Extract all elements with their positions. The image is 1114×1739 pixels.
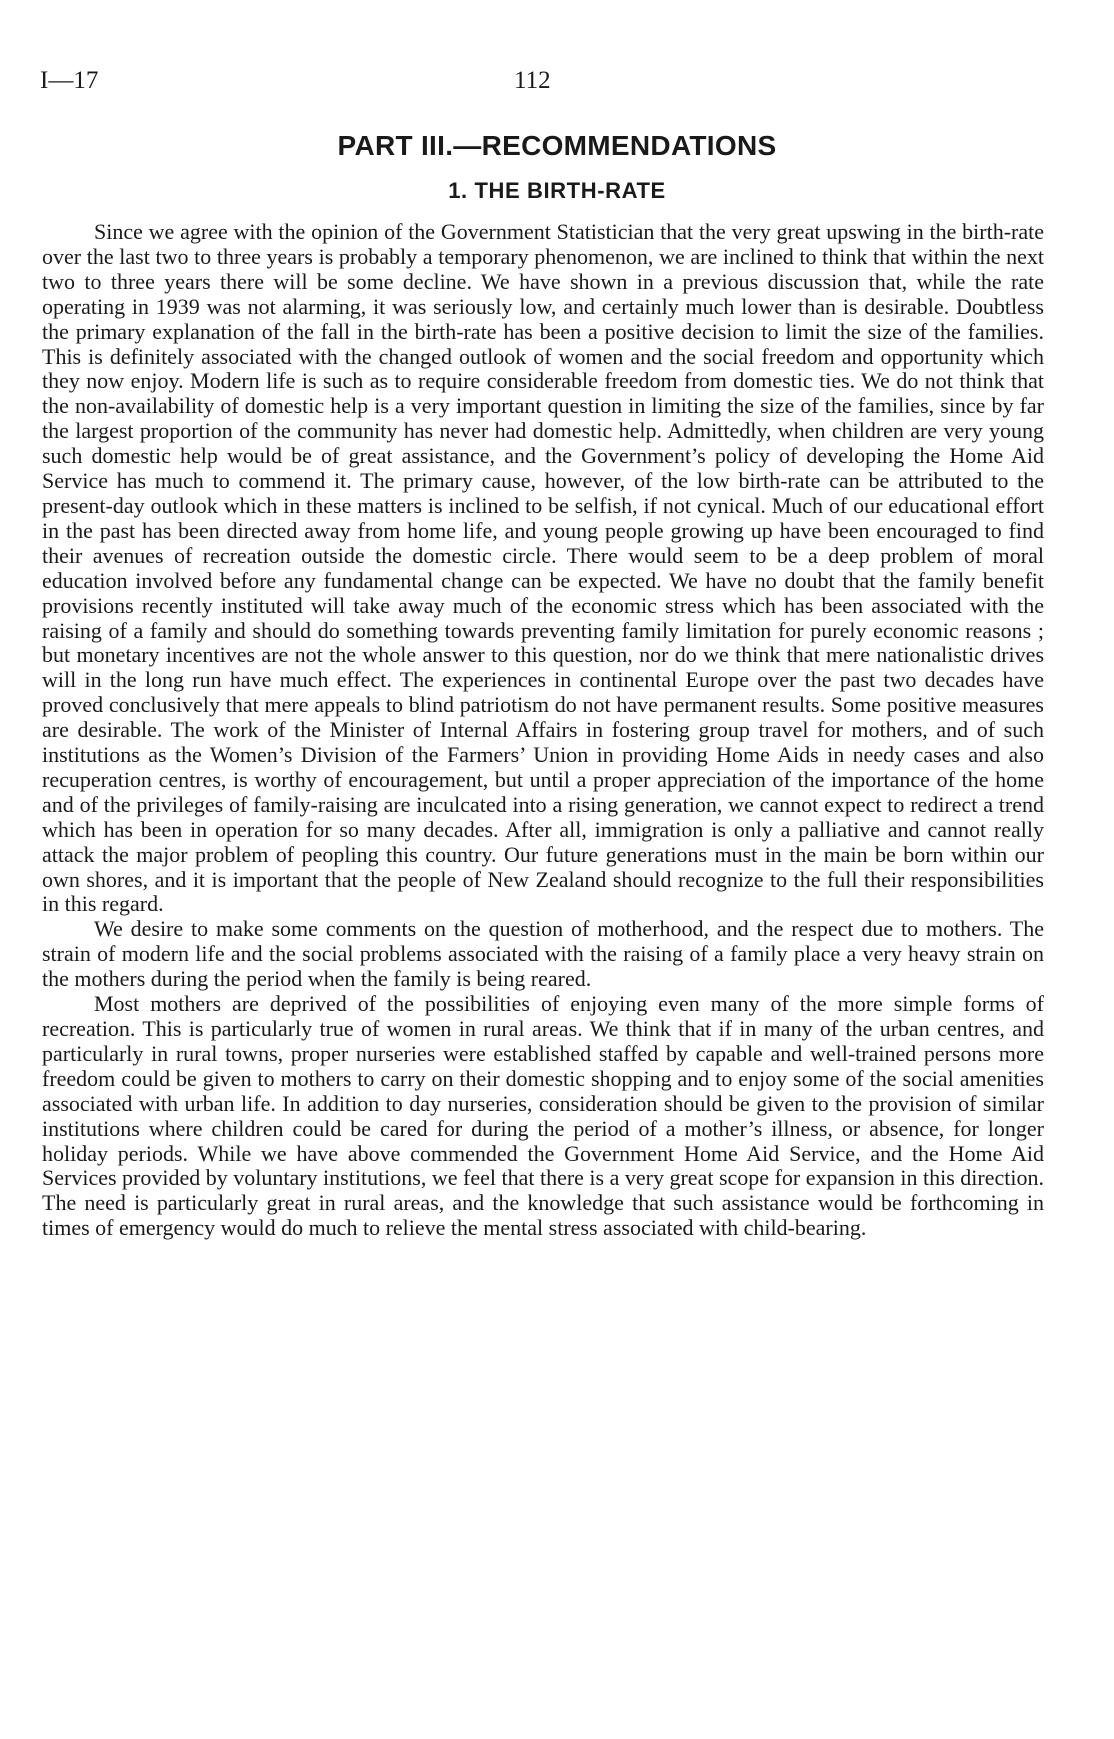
paragraph-birth-rate: Since we agree with the opinion of the Government Statistician that the very great upswing in the birth-rate over the last two to three years is probably a temporary phenomenon, we are inclined to think that within the next two to three years there will be some decline. We have shown in a previous discussion that, while the rate operating in 1939 was not alarming, it was seriously low, and certainly much lower than is desirable. Doubtless the primary explanation of the fall in the birth-rate has been a positive decision to limit the size of the families. This is definitely associated with the changed outlook of women and the social freedom and opportunity which they now enjoy. Modern life is such as to require considerable freedom from domestic ties. We do not think that the non-availability of domestic help is a very important question in limiting the size of the families, since by far the largest proportion of the community has never had domestic help. Admittedly, when children are very young such domestic help would be of great assistance, and the Government’s policy of developing the Home Aid Service has much to commend it. The primary cause, however, of the low birth-rate can be attributed to the present-day outlook which in these matters is inclined to be selfish, if not cynical. Much of our educational effort in the past has been directed away from home life, and young people growing up have been encouraged to find their avenues of recreation outside the domestic circle. There would seem to be a deep problem of moral education involved before any fundamental change can be expected. We have no doubt that the family benefit provisions recently instituted will take away much of the economic stress which has been associated with the raising of a family and should do something towards preventing family limitation for purely economic reasons ; but monetary incentives are not the whole answer to this question, nor do we think that mere nationalistic drives will in the long run have much effect. The experiences in continental Europe over the past two decades have proved conclusively that mere appeals to blind patriotism do not have permanent results. Some positive measures are desirable. The work of the Minister of Internal Affairs in fostering group travel for mothers, and of such institutions as the Women’s Division of the Farmers’ Union in providing Home Aids in needy cases and also recuperation centres, is worthy of encouragement, but until a proper appreciation of the importance of the home and of the privileges of family-raising are inculcated into a rising generation, we cannot expect to redirect a trend which has been in operation for so many decades. After all, immigration is only a palliative and cannot really attack the major problem of peopling this country. Our future generations must in the main be born within our own shores, and it is important that the people of New Zealand should recognize to the full their responsibilities in this regard. xyxy=(42,219,1044,917)
document-reference: I—17 xyxy=(40,67,99,94)
part-title: PART III.—RECOMMENDATIONS xyxy=(337,130,777,161)
page-number: 112 xyxy=(514,67,551,94)
section-title: 1. THE BIRTH-RATE xyxy=(448,178,666,203)
running-header xyxy=(40,66,1040,96)
paragraph-nurseries: Most mothers are deprived of the possibilities of enjoying even many of the more simple forms of recreation. This is particularly true of women in rural areas. We think that if in many of the urban centres, and particularly in rural towns, proper nurseries were established staffed by capable and well-trained persons more freedom could be given to mothers to carry on their domestic shopping and to enjoy some of the social amenities associated with urban life. In addition to day nurseries, consideration should be given to the provision of similar institutions where children could be cared for during the period of a mother’s illness, or absence, for longer holiday periods. While we have above commended the Government Home Aid Service, and the Home Aid Services provided by voluntary institutions, we feel that there is a very great scope for expansion in this direction. The need is particularly great in rural areas, and the knowledge that such assistance would be forthcoming in times of emergency would do much to relieve the mental stress associated with child-bearing. xyxy=(42,991,1044,1241)
paragraph-motherhood: We desire to make some comments on the question of motherhood, and the respect due to mothers. The strain of modern life and the social problems associated with the raising of a family place a very heavy strain on the mothers during the period when the family is being reared. xyxy=(42,916,1044,992)
body-text xyxy=(42,220,1044,1241)
